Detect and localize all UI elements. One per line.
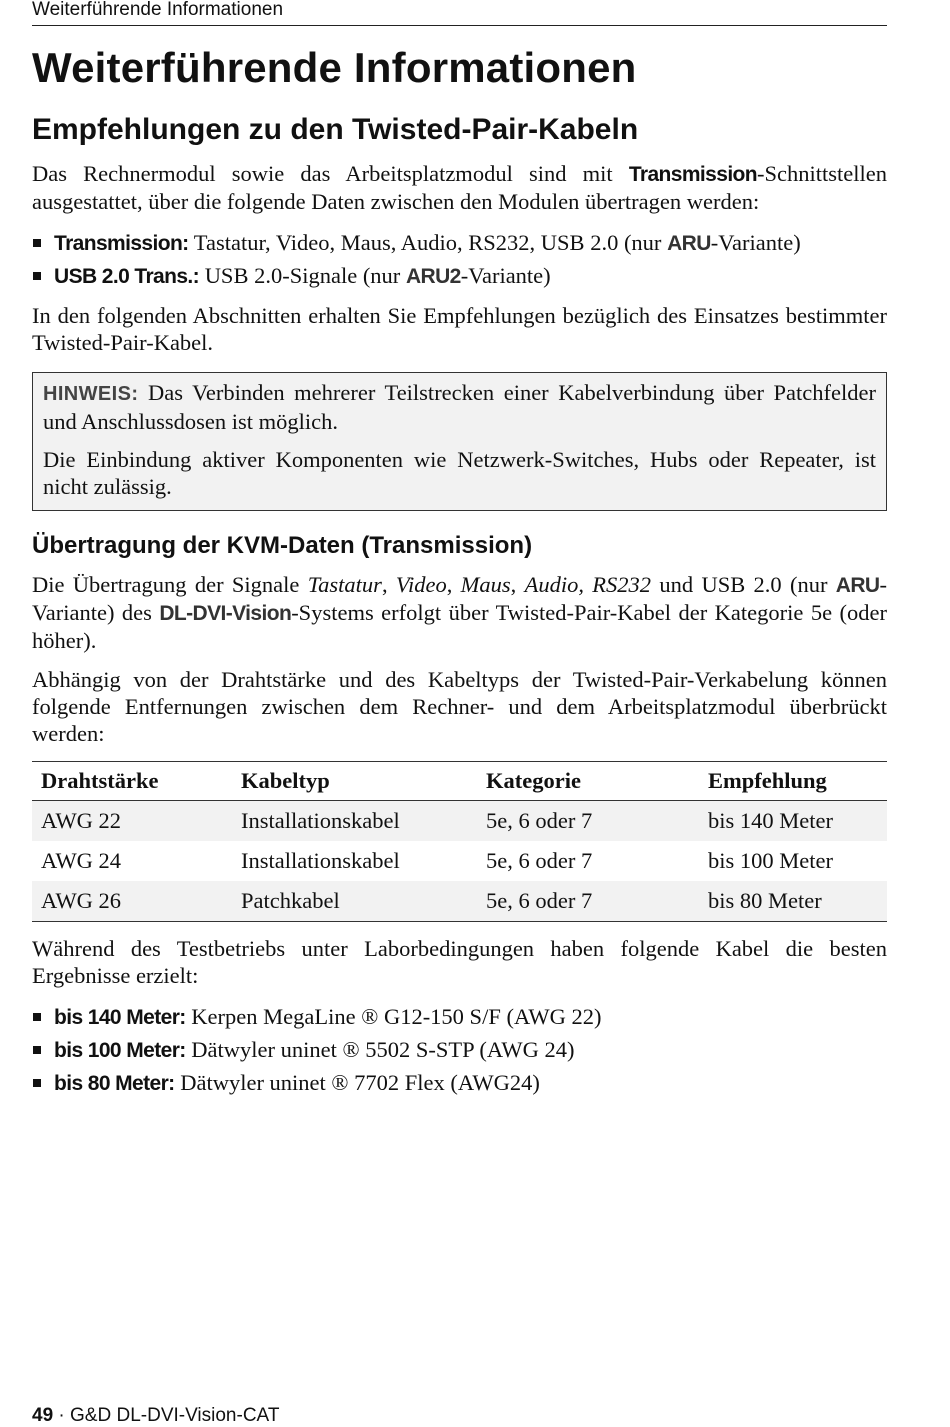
bullet-text: Dätwyler uninet ® 5502 S-STP (AWG 24) (185, 1037, 575, 1062)
table-row (32, 881, 887, 922)
signal-keyboard: Tastatur (307, 572, 382, 597)
bullet-square-icon (33, 1013, 41, 1021)
footer-product: G&D DL-DVI-Vision-CAT (70, 1405, 280, 1426)
bullet-label: Transmission: (54, 232, 189, 255)
table-cell: bis 100 Meter (708, 848, 833, 873)
list-item (32, 1069, 887, 1097)
page-title: Weiterführende Informationen (32, 44, 637, 91)
variant-tag: ARU2 (405, 265, 461, 288)
list-item (32, 1036, 887, 1064)
bullet-label: USB 2.0 Trans.: (54, 265, 200, 288)
cable-table (32, 761, 887, 922)
page-number: 49 (32, 1405, 54, 1426)
intro-tag-transmission: Transmission (628, 163, 758, 186)
bullet-text-post: -Variante) (460, 263, 551, 288)
bullet-text: USB 2.0-Signale (nur (199, 263, 406, 288)
table-cell: 5e, 6 oder 7 (477, 881, 699, 922)
results-paragraph: Während des Testbetriebs unter Laborbedingungen haben folgende Kabel die besten Ergebnisse erzielt: (32, 936, 887, 988)
bullet-square-icon (33, 272, 41, 280)
bullet-text: Kerpen MegaLine ® G12-150 S/F (AWG 22) (185, 1004, 602, 1029)
table-header-row (32, 762, 887, 801)
table-row (32, 801, 887, 842)
variant-tag: ARU (667, 232, 711, 255)
section-heading-twisted-pair: Empfehlungen zu den Twisted-Pair-Kabeln (32, 113, 639, 146)
bullet-square-icon (33, 1079, 41, 1087)
variant-tag: ARU (835, 574, 880, 597)
results-list (32, 1003, 887, 1097)
note-line-1 (43, 379, 876, 435)
bullet-square-icon (33, 1046, 41, 1054)
bullet-text: Tastatur, Video, Maus, Audio, RS232, USB 2.0 (nur (188, 230, 668, 255)
bullet-square-icon (33, 239, 41, 247)
signal-audio-rs232: Audio, RS232 (524, 572, 652, 597)
table-cell: 5e, 6 oder 7 (477, 801, 699, 842)
bullet-label: bis 140 Meter: (54, 1006, 186, 1029)
signal-mouse: Maus (460, 572, 511, 597)
page (32, 0, 887, 1102)
recommendation-paragraph: In den folgenden Abschnitten erhalten Sie Empfehlungen bezüglich des Einsatzes bestimmter Twisted-Pair-Kabel. (32, 303, 887, 355)
bullet-text: Dätwyler uninet ® 7702 Flex (AWG24) (174, 1070, 540, 1095)
intro-paragraph (32, 160, 887, 215)
kvm-text-c: -Variante) des (32, 572, 887, 625)
table-cell: AWG 22 (32, 801, 232, 842)
kvm-text-a: Die Übertragung der Signale (32, 572, 308, 597)
table-cell: Installationskabel (232, 801, 477, 842)
intro-text-pre: Das Rechnermodul sowie das Arbeitsplatzmodul sind mit (32, 161, 629, 186)
column-header: Kategorie (477, 762, 699, 801)
table-cell: bis 140 Meter (699, 801, 887, 842)
list-item (32, 1003, 887, 1031)
signal-video: Video (395, 572, 447, 597)
kvm-text-d: -Systems erfolgt über Twisted-Pair-Kabel der Kategorie 5e (oder höher). (32, 600, 887, 653)
kvm-text-b: und USB 2.0 (nur (651, 572, 836, 597)
bullet-label: bis 100 Meter: (54, 1039, 186, 1062)
table-cell: AWG 26 (32, 881, 232, 922)
intro-text-post: -Schnittstellen ausgestattet, über die folgende Daten zwischen den Modulen übertragen werden: (32, 161, 887, 214)
section-heading-kvm: Übertragung der KVM-Daten (Transmission) (32, 532, 533, 559)
kvm-paragraph-1: Die Übertragung der Signale Tastatur, Video, Maus, Audio, RS232 und USB 2.0 (nur ARU-Variante) des DL-DVI-Vision-Systems erfolgt über Twisted-Pair-Kabel der Kategorie 5e (oder höher). (32, 572, 887, 653)
list-item (32, 262, 887, 290)
running-header: Weiterführende Informationen (32, 0, 887, 26)
note-box (32, 372, 887, 511)
note-text-1: Das Verbinden mehrerer Teilstrecken einer Kabelverbindung über Patchfelder und Anschlussdosen ist möglich. (43, 380, 876, 434)
page-footer (32, 1405, 279, 1427)
table-row (32, 841, 887, 881)
table-cell: bis 80 Meter (699, 881, 887, 922)
table-cell: AWG 24 (41, 848, 122, 873)
bullet-label: bis 80 Meter: (54, 1072, 175, 1095)
table-cell: Patchkabel (232, 881, 477, 922)
note-label: HINWEIS: (43, 383, 139, 405)
table-cell: Installationskabel (241, 848, 400, 873)
transmission-list (32, 229, 887, 290)
kvm-paragraph-2: Abhängig von der Drahtstärke und des Kabeltyps der Twisted-Pair-Verkabelung können folgende Entfernungen zwischen dem Rechner- und dem Arbeitsplatzmodul überbrückt werden: (32, 667, 887, 746)
table-cell: 5e, 6 oder 7 (486, 848, 593, 873)
list-item (32, 229, 887, 257)
column-header: Empfehlung (699, 762, 887, 801)
bullet-text-post: -Variante) (710, 230, 801, 255)
product-tag: DL-DVI-Vision (159, 602, 292, 625)
column-header: Drahtstärke (32, 762, 232, 801)
note-line-2: Die Einbindung aktiver Komponenten wie Netzwerk-Switches, Hubs oder Repeater, ist nicht zulässig. (43, 447, 876, 499)
column-header: Kabeltyp (232, 762, 477, 801)
footer-separator: · (53, 1405, 71, 1426)
